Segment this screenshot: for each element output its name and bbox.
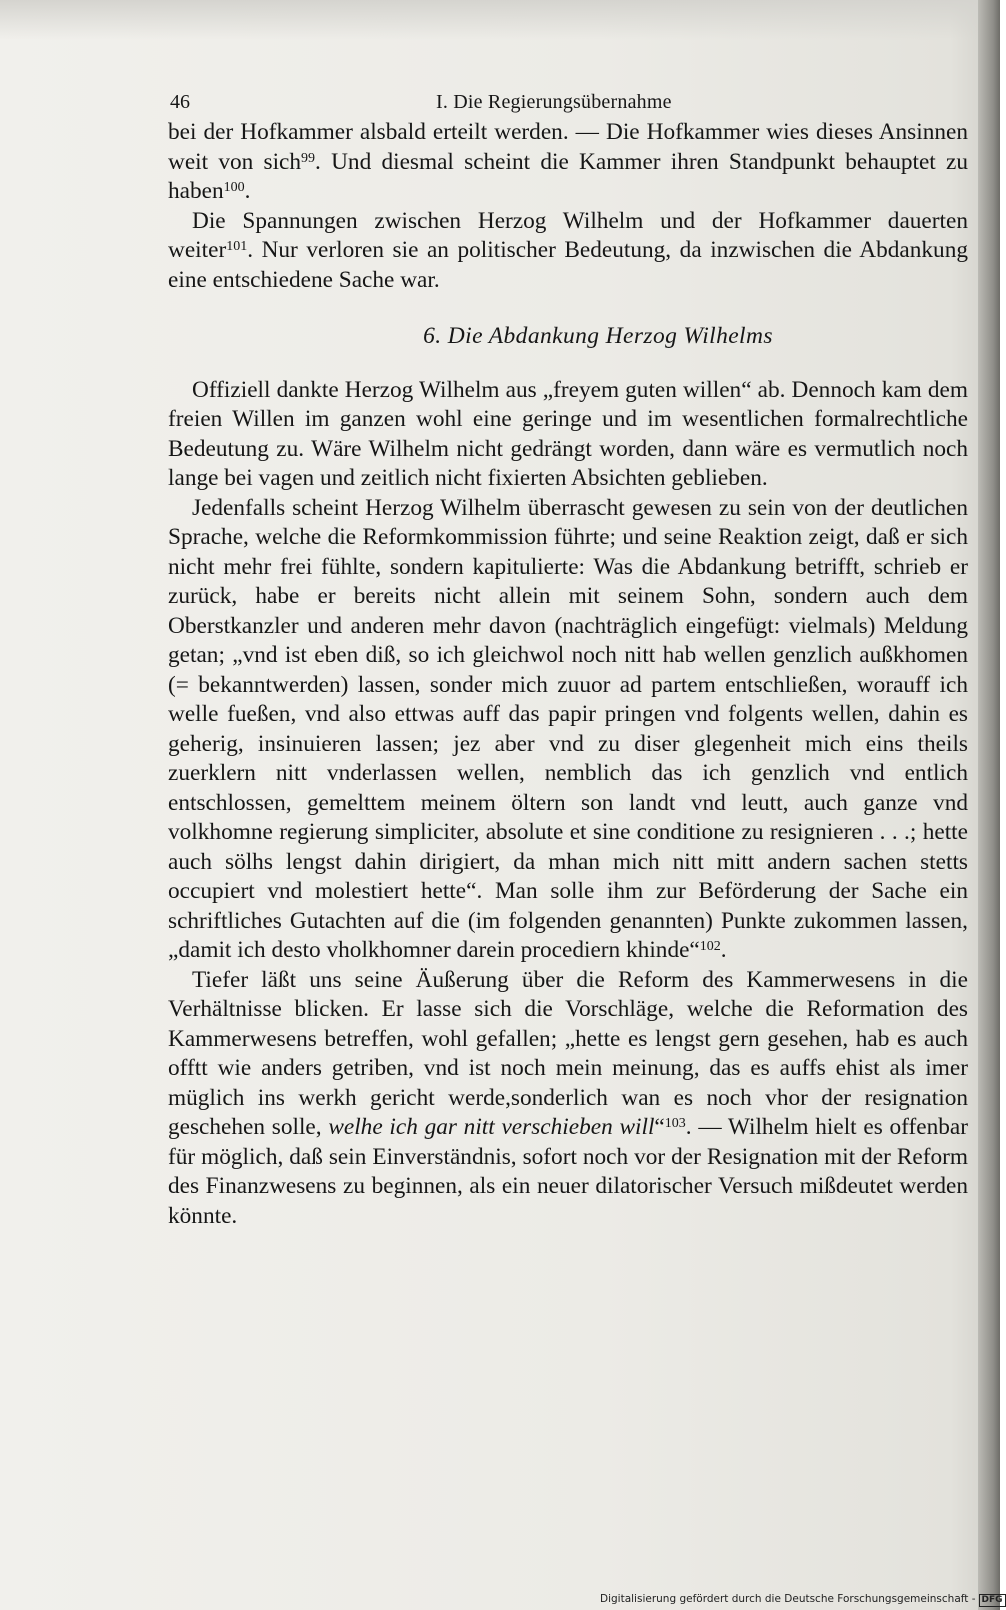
paragraph-1-text-c: . bbox=[244, 178, 251, 204]
paragraph-5 bbox=[168, 966, 968, 1232]
footnote-ref-101[interactable]: 101 bbox=[226, 239, 248, 254]
paragraph-1 bbox=[168, 118, 968, 207]
book-page bbox=[168, 82, 968, 1231]
section-heading: 6. Die Abdankung Herzog Wilhelms bbox=[423, 323, 773, 349]
paragraph-3-text: Offiziell dankte Herzog Wilhelm aus „freyem guten willen“ ab. Dennoch kam dem freien Willen im ganzen wohl eine geringe und im wesentlichen formalrechtliche Bedeutung zu. Wäre Wilhelm nicht gedrängt worden, dann wäre es vermutlich noch lange bei vagen und zeitlich nicht fixierten Absichten geblieben. bbox=[168, 376, 968, 491]
running-title: I. Die Regierungsübernahme bbox=[436, 91, 672, 113]
footnote-ref-102[interactable]: 102 bbox=[699, 939, 721, 954]
paragraph-4 bbox=[168, 494, 968, 966]
paragraph-5-text-a: Tiefer läßt uns seine Äußerung über die Reform des Kammerwesens in die Verhältnisse blicken. Er lasse sich die Vorschläge, welche die Reformation des Kammerwesens betreffen, wohl gefallen; „hette es lengst gern gesehen, hab es auch offtt wie anders getriben, vnd ist noch mein meinung, das es auffs ehist als imer müglich ins werkh gericht werde,sonderlich wan es noch vhor der resignation geschehen solle, bbox=[168, 966, 968, 1140]
paragraph-3 bbox=[168, 376, 968, 494]
footnote-ref-100[interactable]: 100 bbox=[223, 180, 245, 195]
paragraph-5-text-b: . — Wilhelm hielt es offenbar für möglich, daß sein Einverständnis, sofort noch vor der Resignation mit der Reform des Finanzwesens zu beginnen, als ein neuer dilatorischer Versuch mißdeutet werden könnte. bbox=[168, 1114, 969, 1229]
paragraph-4-text-b: . bbox=[720, 937, 727, 963]
page-edge-shadow bbox=[978, 0, 1000, 1610]
paragraph-2-text-b: . Nur verloren sie an politischer Bedeutung, da inzwischen die Abdankung eine entschiedene Sache war. bbox=[168, 237, 968, 293]
paragraph-5-italic-quote: welhe ich gar nitt verschieben will bbox=[328, 1114, 655, 1140]
paragraph-1-text-a: bei der Hofkammer alsbald erteilt werden. — Die Hofkammer wies dieses Ansinnen weit von sich bbox=[168, 119, 968, 175]
footnote-ref-103[interactable]: 103 bbox=[664, 1116, 686, 1131]
digitization-credit bbox=[600, 1593, 1003, 1607]
dfg-logo-icon: DFG bbox=[979, 1594, 1006, 1607]
digitization-credit-text: Digitalisierung gefördert durch die Deutsche Forschungsgemeinschaft - bbox=[600, 1593, 976, 1605]
page-top-shadow bbox=[0, 0, 1000, 40]
footnote-ref-99[interactable]: 99 bbox=[301, 150, 316, 166]
running-head bbox=[168, 82, 968, 118]
paragraph-1-text-b: . Und diesmal scheint die Kammer ihren Standpunkt behauptet zu haben bbox=[168, 148, 968, 204]
page-number: 46 bbox=[170, 91, 190, 113]
paragraph-5-quote-close: “ bbox=[654, 1114, 665, 1140]
paragraph-2-text-a: Die Spannungen zwischen Herzog Wilhelm und der Hofkammer dauerten weiter bbox=[168, 207, 968, 263]
paragraph-4-text-a: Jedenfalls scheint Herzog Wilhelm überrascht gewesen zu sein von der deutlichen Sprache, welche die Reformkommission führte; und seine Reaktion zeigt, daß er sich nicht mehr frei fühlte, sondern kapitulierte: Was die Abdankung betrifft, schrieb er zurück, habe er bereits nicht allein mit seinem Sohn, sondern auch dem Oberstkanzler und anderen mehr davon (nachträglich eingefügt: vielmals) Meldung getan; „vnd ist eben diß, so ich gleichwol noch nitt hab wellen genzlich außkhomen (= bekanntwerden) lassen, sonder mich zuuor ad partem entschließen, worauff ich welle fueßen, vnd also ettwas auff das papir pringen vnd folgents wellen, dahin es geherig, insinuieren lassen; jez aber vnd zu diser glegenheit mich eins theils zuerklern nitt vnderlassen wellen, nemblich das ich genzlich vnd entlich entschlossen, gemelttem meinem öltern son landt vnd leutt, auch ganze vnd volkhomne regierung simpliciter, absolute et sine conditione zu resignieren . . .; hette auch sölhs lengst dahin dirigiert, da mhan mich nitt mitt andern sachen stetts occupiert vnd molestiert hette“. Man solle ihm zur Beförderung der Sache ein schriftliches Gutachten auf die (im folgenden genannten) Punkte zukommen lassen, „damit ich desto vholkhomner darein procediern khinde“ bbox=[168, 494, 968, 963]
paragraph-2 bbox=[168, 207, 968, 296]
